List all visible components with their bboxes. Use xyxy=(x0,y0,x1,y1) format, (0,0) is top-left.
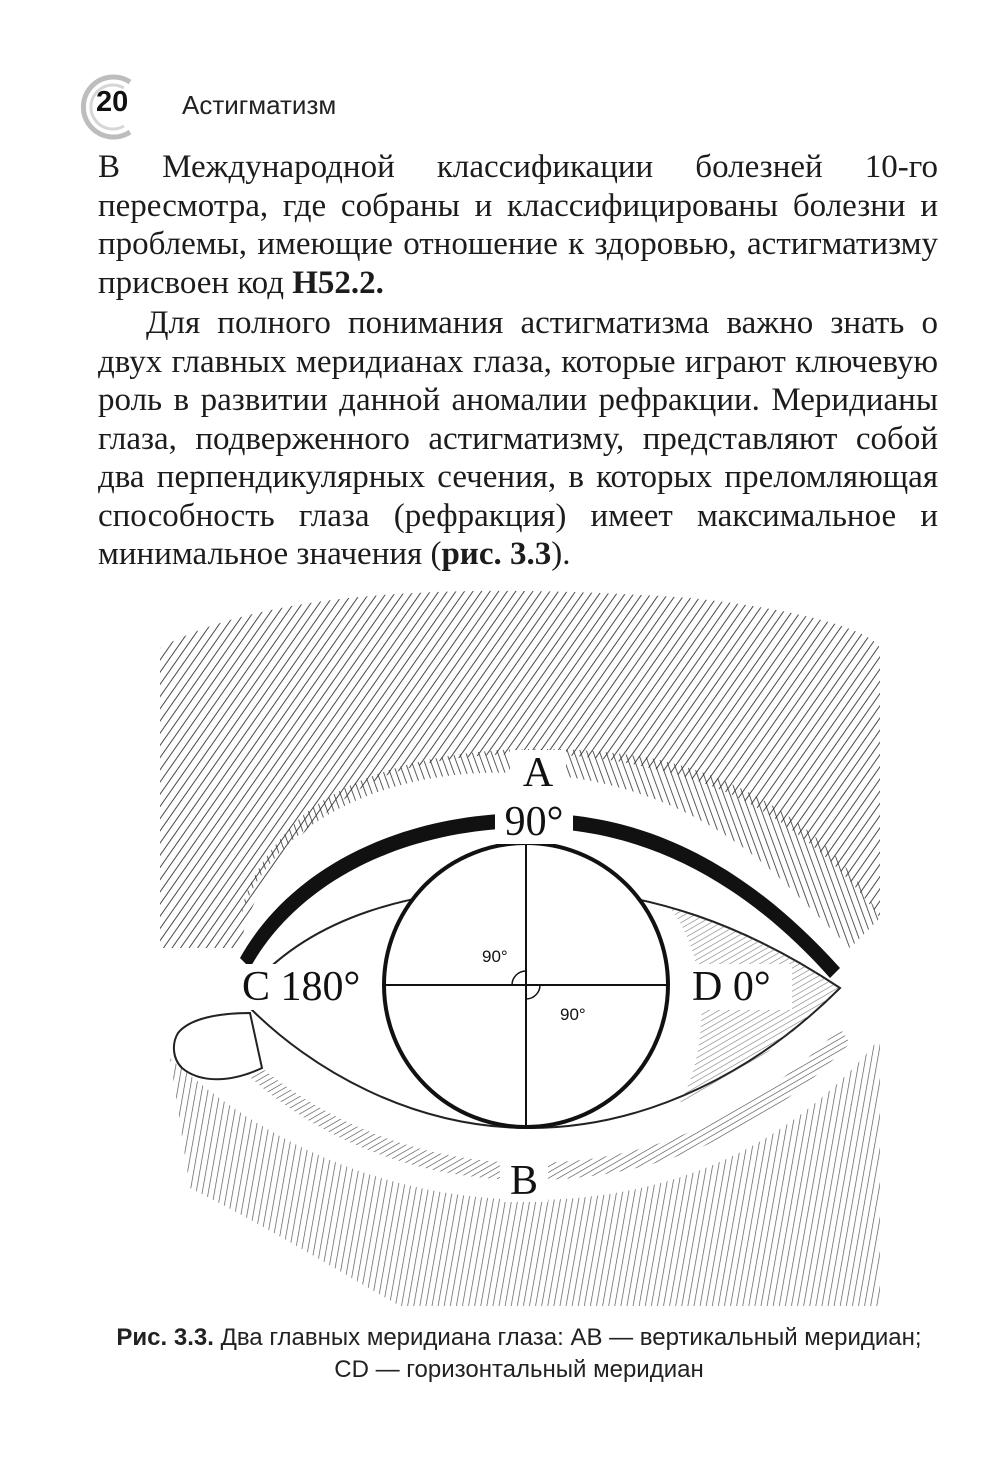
figure-reference: рис. 3.3 xyxy=(441,536,552,572)
caption-text: Два главных меридиана глаза: AB — вертикальный меридиан; CD — горизонтальный меридиан xyxy=(220,1324,922,1383)
label-a: A xyxy=(522,750,554,796)
page-number: 20 xyxy=(96,86,129,118)
inner-angle-1: 90° xyxy=(482,947,508,966)
label-a-degrees: 90° xyxy=(504,799,564,845)
eye-illustration xyxy=(150,588,890,1306)
eye-meridians-figure xyxy=(150,588,890,1306)
caption-label: Рис. 3.3. xyxy=(116,1324,214,1351)
inner-canthus xyxy=(174,1013,262,1079)
figure-caption xyxy=(98,1322,940,1386)
page-header xyxy=(78,70,578,150)
icd-code: H52.2. xyxy=(292,264,384,301)
label-d: D 0° xyxy=(692,964,771,1010)
inner-angle-2: 90° xyxy=(560,1005,586,1024)
paragraph-1 xyxy=(98,148,938,302)
label-c: C 180° xyxy=(242,964,361,1010)
paragraph-1-text: В Международной классификации болезней 10-го пересмотра, где собраны и классифицированы болезни и проблемы, имеющие отношение к здоровью, астигматизму присвоен код xyxy=(98,149,938,301)
paragraph-2 xyxy=(98,304,938,574)
body-text xyxy=(98,148,938,574)
paragraph-2-text: Для полного понимания астигматизма важно знать о двух главных меридианах глаза, которые играют ключевую роль в развитии данной аномалии рефракции. Меридианы глаза, подверженного астигматизму, представляют собой два перпендикулярных сечения, в которых преломляющая способность глаза (рефракция) имеет максимальное и минимальное значения ( xyxy=(98,305,938,572)
label-b: B xyxy=(509,1158,539,1204)
running-title: Астигматизм xyxy=(182,90,337,120)
paragraph-2-end: ). xyxy=(551,536,571,572)
